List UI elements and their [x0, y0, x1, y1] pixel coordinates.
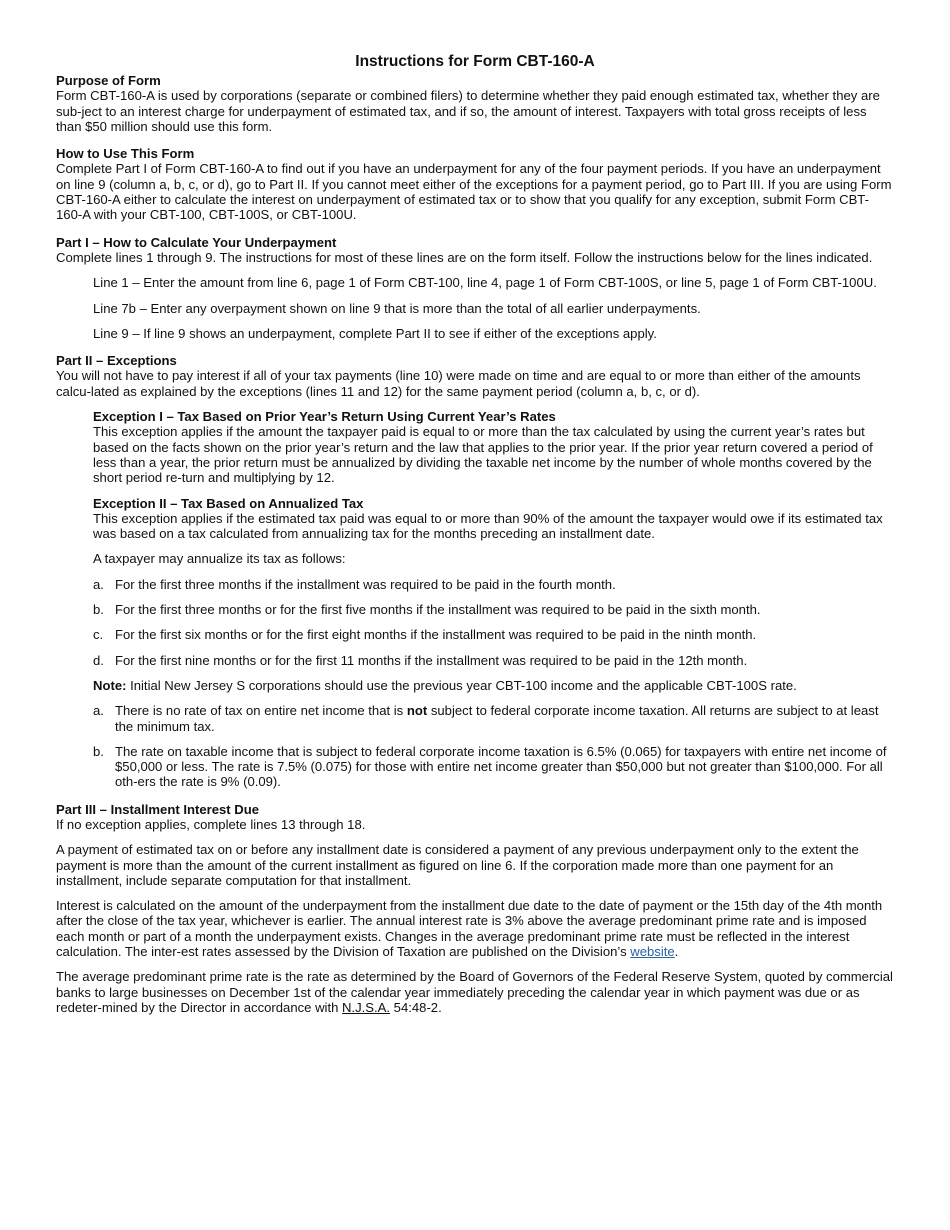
list-item	[93, 653, 894, 668]
part2-text: You will not have to pay interest if all of your tax payments (line 10) were made on time and are equal to or more than either of the amounts calcu-lated as explained by the exceptions (lines 11 and 12) for the same payment period (column a, b, c, or d).	[56, 368, 861, 399]
rate-a-emphasis: not	[406, 703, 428, 719]
how-to-use-heading: How to Use This Form	[56, 146, 195, 162]
list-item	[93, 602, 894, 617]
page-title: Instructions for Form CBT-160-A	[355, 53, 595, 70]
list-item-label: b.	[93, 743, 104, 759]
note-paragraph	[93, 678, 894, 693]
note-label: Note:	[93, 677, 127, 693]
part3-section	[56, 802, 894, 1016]
exception1-text: This exception applies if the amount the taxpayer paid is equal to or more than the tax calculated by using the current year’s rates but based on the facts shown on the prior year’s return and the law that applies to the prior year. If the prior year return covered a period of less than a year, the prior return must be annualized by dividing the taxable net income by the number of whole months covered by the short period re-turn and multiplying by 12.	[93, 424, 873, 486]
part1-section	[56, 235, 894, 341]
list-item-text: For the first three months or for the first five months if the installment was required to be paid in the sixth month.	[115, 602, 761, 618]
website-link[interactable]: website	[630, 944, 675, 960]
part3-text3	[56, 898, 894, 959]
rate-a-text-post: subject to federal corporate income taxation. All returns are subject to at least the minimum tax.	[115, 703, 879, 734]
purpose-heading: Purpose of Form	[56, 73, 161, 88]
part3-text3-post: .	[674, 944, 679, 960]
part2-section	[56, 353, 894, 790]
part1-line1: Line 1 – Enter the amount from line 6, page 1 of Form CBT-100, line 4, page 1 of Form CBT-100S, or line 5, page 1 of Form CBT-100U.	[93, 275, 877, 291]
annualize-intro: A taxpayer may annualize its tax as follows:	[93, 551, 346, 567]
part2-heading: Part II – Exceptions	[56, 353, 177, 369]
note-text: Initial New Jersey S corporations should use the previous year CBT-100 income and the applicable CBT-100S rate.	[126, 677, 797, 693]
list-item-label: a.	[93, 576, 104, 592]
part3-text1: If no exception applies, complete lines 13 through 18.	[56, 816, 366, 832]
instructions-page	[56, 52, 894, 1015]
exception1-heading: Exception I – Tax Based on Prior Year’s Return Using Current Year’s Rates	[93, 409, 556, 425]
exception2-heading: Exception II – Tax Based on Annualized Tax	[93, 495, 364, 511]
part1-line7b: Line 7b – Enter any overpayment shown on line 9 that is more than the total of all earlier underpayments.	[93, 300, 701, 316]
purpose-section	[56, 73, 894, 134]
statute-reference: N.J.S.A.	[342, 999, 391, 1015]
part3-heading: Part III – Installment Interest Due	[56, 801, 260, 817]
part1-line9: Line 9 – If line 9 shows an underpayment, complete Part II to see if either of the exceptions apply.	[93, 325, 657, 341]
purpose-text: Form CBT-160-A is used by corporations (separate or combined filers) to determine whether they paid enough estimated tax, whether they are sub-ject to an interest charge for underpayment of estimated tax, and if so, the amount of interest. Taxpayers with total gross receipts of less than $50 million should use this form.	[56, 88, 880, 134]
exception2-text: This exception applies if the estimated tax paid was equal to or more than 90% of the amount the taxpayer would owe if its estimated tax was based on a tax calculated from annualizing tax for the months preceding an installment date.	[93, 510, 883, 542]
list-item-text	[115, 703, 894, 734]
list-item-text: For the first nine months or for the first 11 months if the installment was required to be paid in the 12th month.	[115, 652, 748, 668]
list-item-label: a.	[93, 703, 104, 719]
part3-text4-post: 54:48-2.	[390, 999, 442, 1015]
part3-text2: A payment of estimated tax on or before any installment date is considered a payment of any previous underpayment only to the extent the payment is more than the amount of the current installment as figured on line 6. If the corporation made more than one payment for an installment, include separate computation for that installment.	[56, 842, 859, 888]
list-item-label: d.	[93, 652, 104, 668]
list-item-text: The rate on taxable income that is subject to federal corporate income taxation is 6.5% (0.065) for taxpayers with entire net income of $50,000 or less. The rate is 7.5% (0.075) for those with entire net income greater than $50,000 but not greater than $100,000. For all oth-ers the rate is 9% (0.09).	[115, 743, 887, 790]
part1-text: Complete lines 1 through 9. The instructions for most of these lines are on the form itself. Follow the instructions below for the lines indicated.	[56, 249, 873, 265]
list-item	[93, 703, 894, 734]
how-to-use-section	[56, 146, 894, 222]
part1-heading: Part I – How to Calculate Your Underpayment	[56, 234, 337, 250]
part3-text3-pre: Interest is calculated on the amount of the underpayment from the installment due date to the date of payment or the 15th day of the 4th month after the close of the tax year, whichever is earlier. The annual interest rate is 3% above the average predominant prime rate and is imposed each month or part of a month the underpayment exists. Changes in the average predominant prime rate must be reflected in the interest calculation. The inter-est rates assessed by the Division of Taxation are published on the Division’s	[56, 898, 883, 960]
list-item	[93, 744, 894, 790]
list-item	[93, 627, 894, 642]
rate-a-text-pre: There is no rate of tax on entire net income that is	[115, 703, 407, 719]
list-item-label: c.	[93, 627, 104, 643]
list-item-label: b.	[93, 602, 104, 618]
list-item-text: For the first six months or for the first eight months if the installment was required to be paid in the ninth month.	[115, 627, 757, 643]
how-to-use-text: Complete Part I of Form CBT-160-A to find out if you have an underpayment for any of the four payment periods. If you have an underpayment on line 9 (column a, b, c, or d), go to Part II. If you cannot meet either of the exceptions for a payment period, go to Part III. If you are using Form CBT-160-A either to calculate the interest on underpayment of estimated tax or to show that you qualify for any exception, submit Form CBT-160-A with your CBT-100, CBT-100S, or CBT-100U.	[56, 161, 892, 223]
part3-text4	[56, 969, 894, 1015]
list-item	[93, 577, 894, 592]
part3-text4-pre: The average predominant prime rate is the rate as determined by the Board of Governors of the Federal Reserve System, quoted by commercial banks to large businesses on December 1st of the calendar year immediately preceding the calendar year in which payment was due or as redeter-mined by the Director in accordance with	[56, 969, 893, 1015]
list-item-text: For the first three months if the installment was required to be paid in the fourth month.	[115, 576, 616, 592]
